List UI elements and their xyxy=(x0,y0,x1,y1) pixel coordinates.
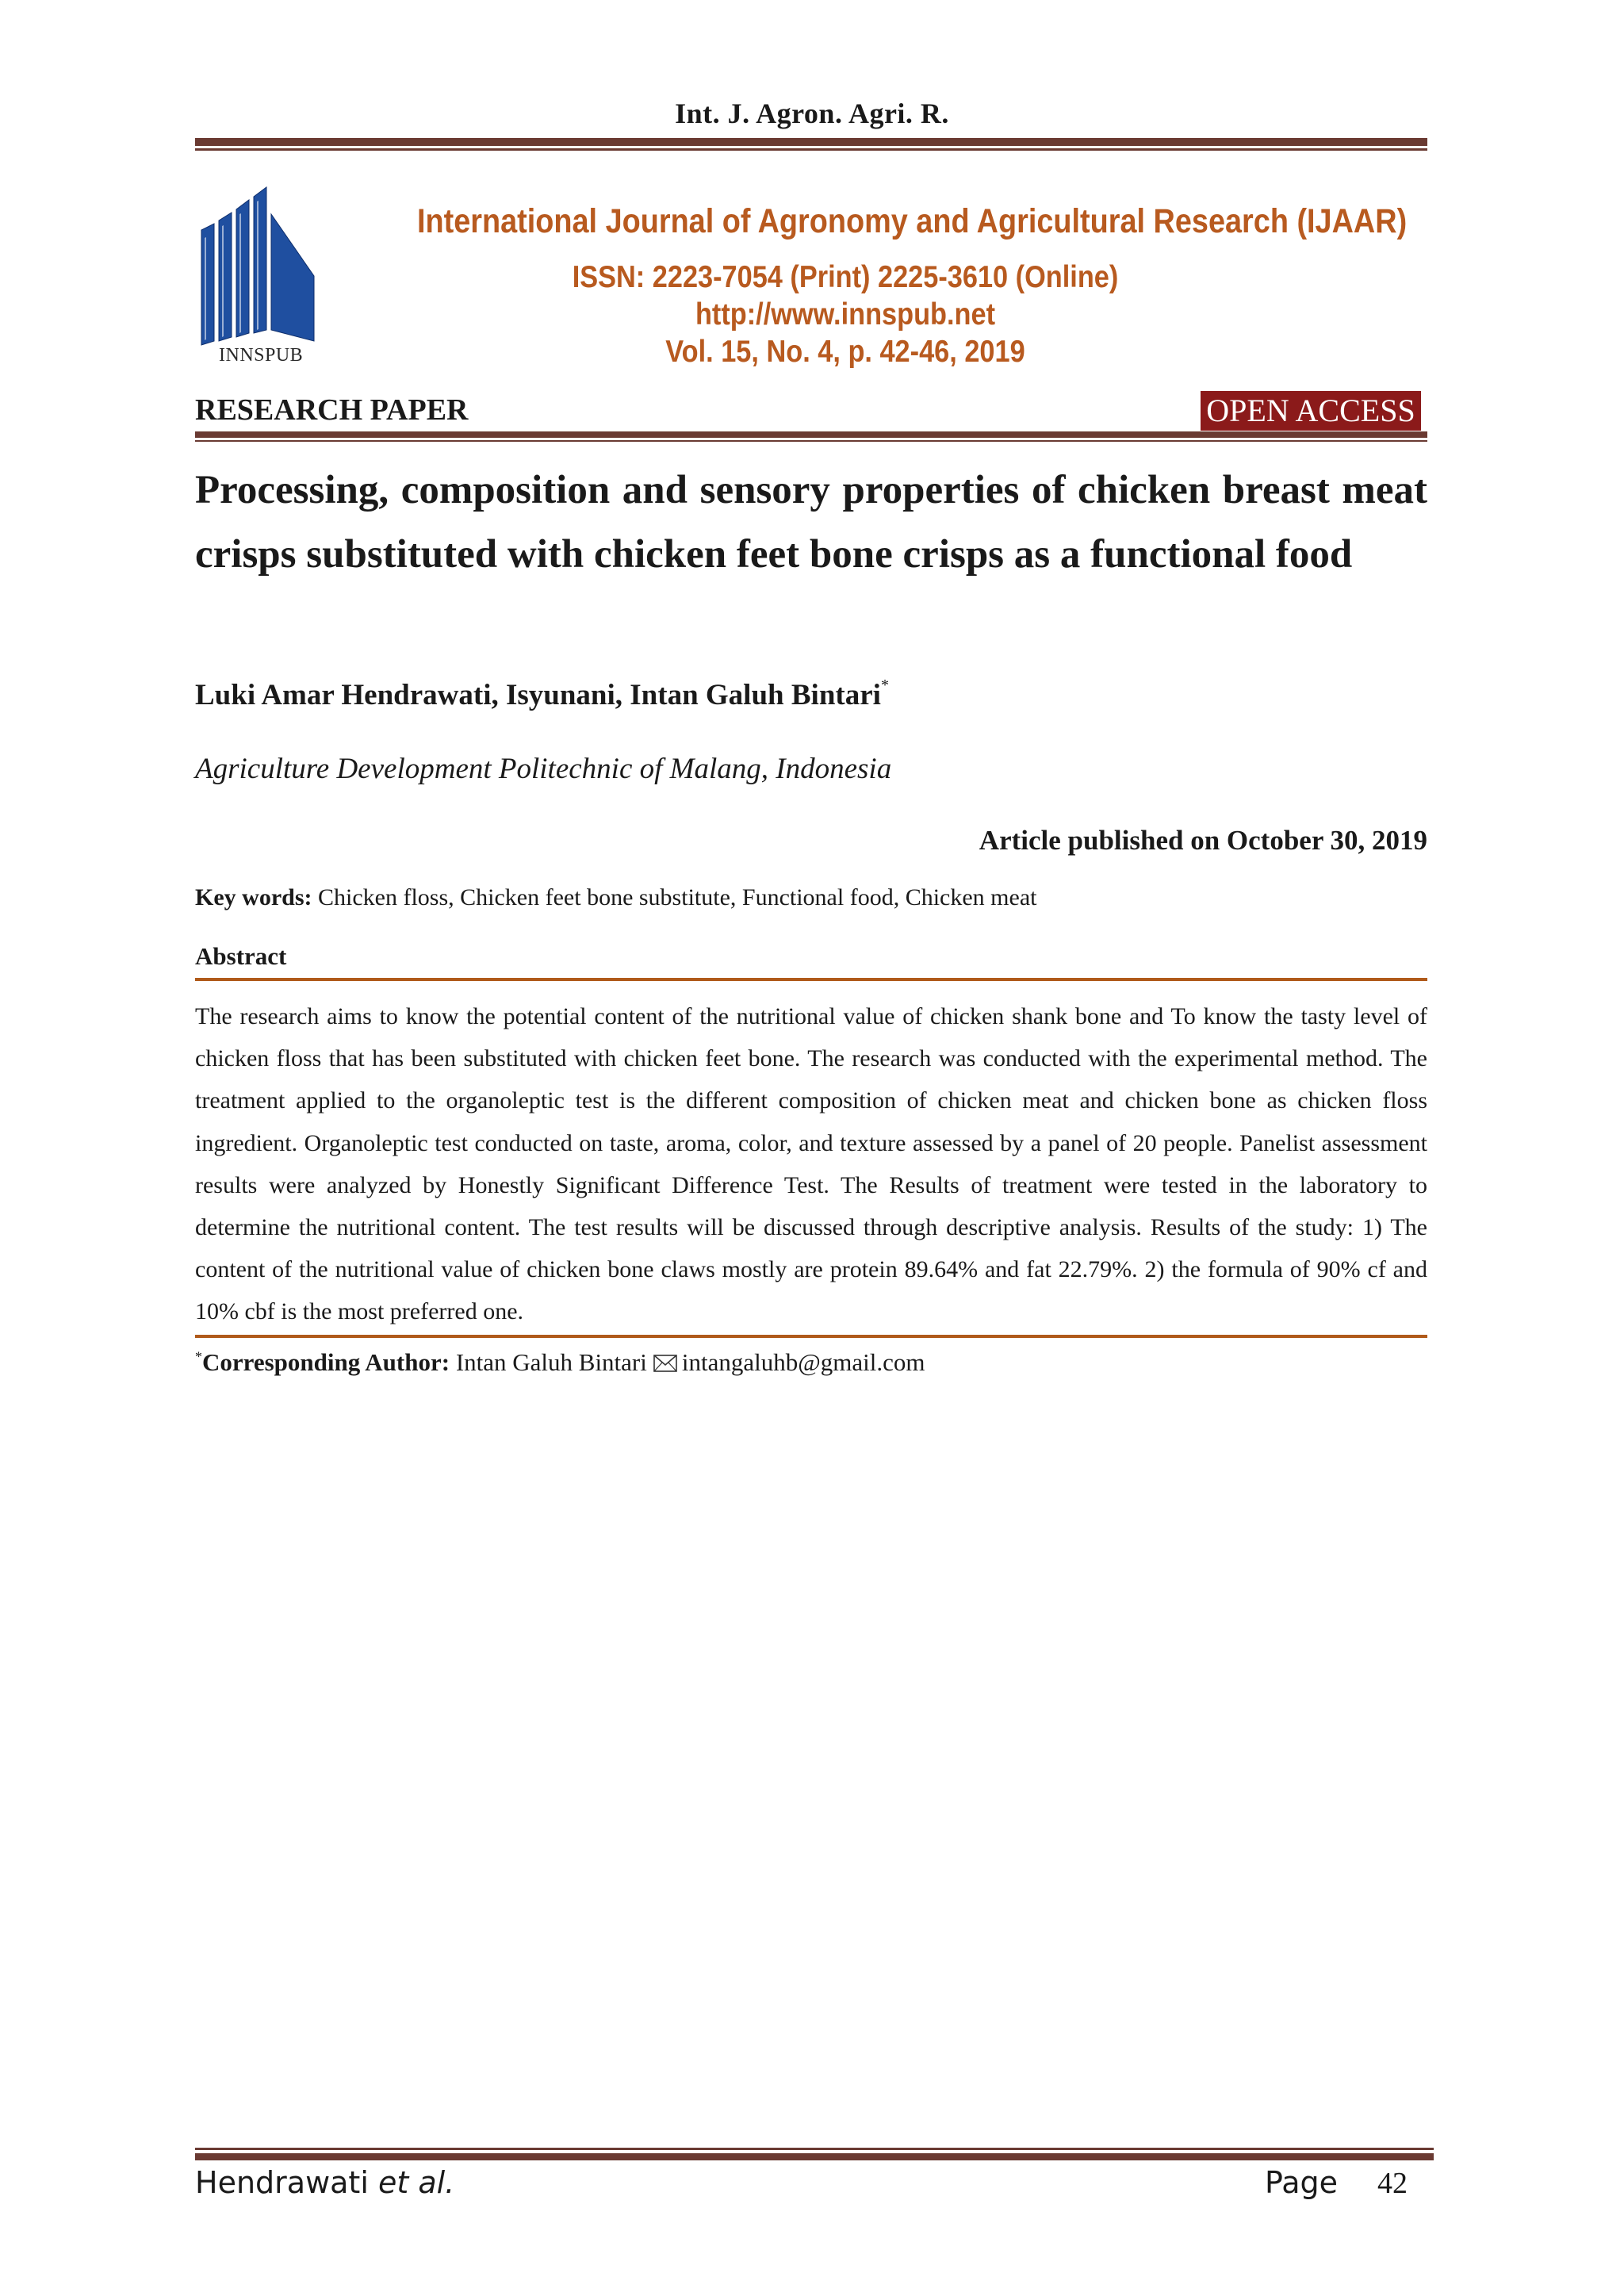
corresponding-email[interactable]: intangaluhb@gmail.com xyxy=(681,1348,925,1376)
author-names: Luki Amar Hendrawati, Isyunani, Intan Galuh Bintari xyxy=(195,679,881,711)
footer-et-al: et al. xyxy=(377,2165,455,2200)
abstract-heading: Abstract xyxy=(195,942,287,970)
header-rule xyxy=(195,138,1427,152)
author-list xyxy=(195,677,889,712)
abstract-top-rule xyxy=(195,978,1427,981)
corresponding-footnote-mark: * xyxy=(195,1348,202,1365)
publisher-logo-text: INNSPUB xyxy=(219,345,304,366)
journal-volume: Vol. 15, No. 4, p. 42-46, 2019 xyxy=(665,335,1025,369)
abstract-text: The research aims to know the potential content of the nutritional value of chicken shank bone and To know the tasty level of chicken floss that has been substituted with chicken feet bone. The research was conducted with the experimental method. The treatment applied to the organoleptic test is the different composition of chicken meat and chicken bone as chicken floss ingredient. Organoleptic test conducted on taste, aroma, color, and texture assessed by a panel of 20 people. Panelist assessment results were analyzed by Honestly Significant Difference Test. The Results of treatment were tested in the laboratory to determine the nutritional content. The test results will be discussed through descriptive analysis. Results of the study: 1) The content of the nutritional value of chicken bone claws mostly are protein 89.64% and fat 22.79%. 2) the formula of 90% cf and 10% cbf is the most preferred one. xyxy=(195,1003,1427,1325)
footer-author-name: Hendrawati xyxy=(195,2165,369,2200)
paper-type-label: RESEARCH PAPER xyxy=(195,393,469,427)
journal-issn: ISSN: 2223-7054 (Print) 2225-3610 (Online) xyxy=(572,260,1119,294)
keywords xyxy=(195,884,1036,911)
abstract-bottom-rule xyxy=(195,1335,1427,1338)
title-rule xyxy=(195,431,1427,438)
title-rule-thin xyxy=(195,440,1427,442)
footer-author xyxy=(195,2165,454,2200)
publication-date: Article published on October 30, 2019 xyxy=(979,825,1427,856)
envelope-icon xyxy=(653,1355,677,1372)
article-title: Processing, composition and sensory properties of chicken breast meat crisps substituted with chicken feet bone crisps as a functional food xyxy=(195,468,1427,577)
page-label: Page xyxy=(1265,2165,1338,2200)
page-number: 42 xyxy=(1377,2167,1408,2200)
corresponding-author xyxy=(195,1348,925,1377)
corresponding-label: Corresponding Author: xyxy=(202,1348,450,1376)
footer-rule-thin xyxy=(195,2148,1434,2150)
affiliation: Agriculture Development Politechnic of Malang, Indonesia xyxy=(195,753,892,785)
corresponding-mark: * xyxy=(880,677,889,694)
journal-url[interactable]: http://www.innspub.net xyxy=(695,297,996,332)
keywords-label: Key words: xyxy=(195,884,312,910)
journal-title: International Journal of Agronomy and Agricultural Research (IJAAR) xyxy=(417,202,1408,240)
open-access-badge: OPEN ACCESS xyxy=(1201,391,1421,431)
footer-page xyxy=(1265,2165,1408,2201)
keywords-text: Chicken floss, Chicken feet bone substitute, Functional food, Chicken meat xyxy=(317,884,1037,910)
corresponding-name: Intan Galuh Bintari xyxy=(455,1348,647,1376)
running-head: Int. J. Agron. Agri. R. xyxy=(675,98,949,129)
footer-rule xyxy=(195,2153,1434,2160)
journal-masthead xyxy=(195,167,1427,377)
